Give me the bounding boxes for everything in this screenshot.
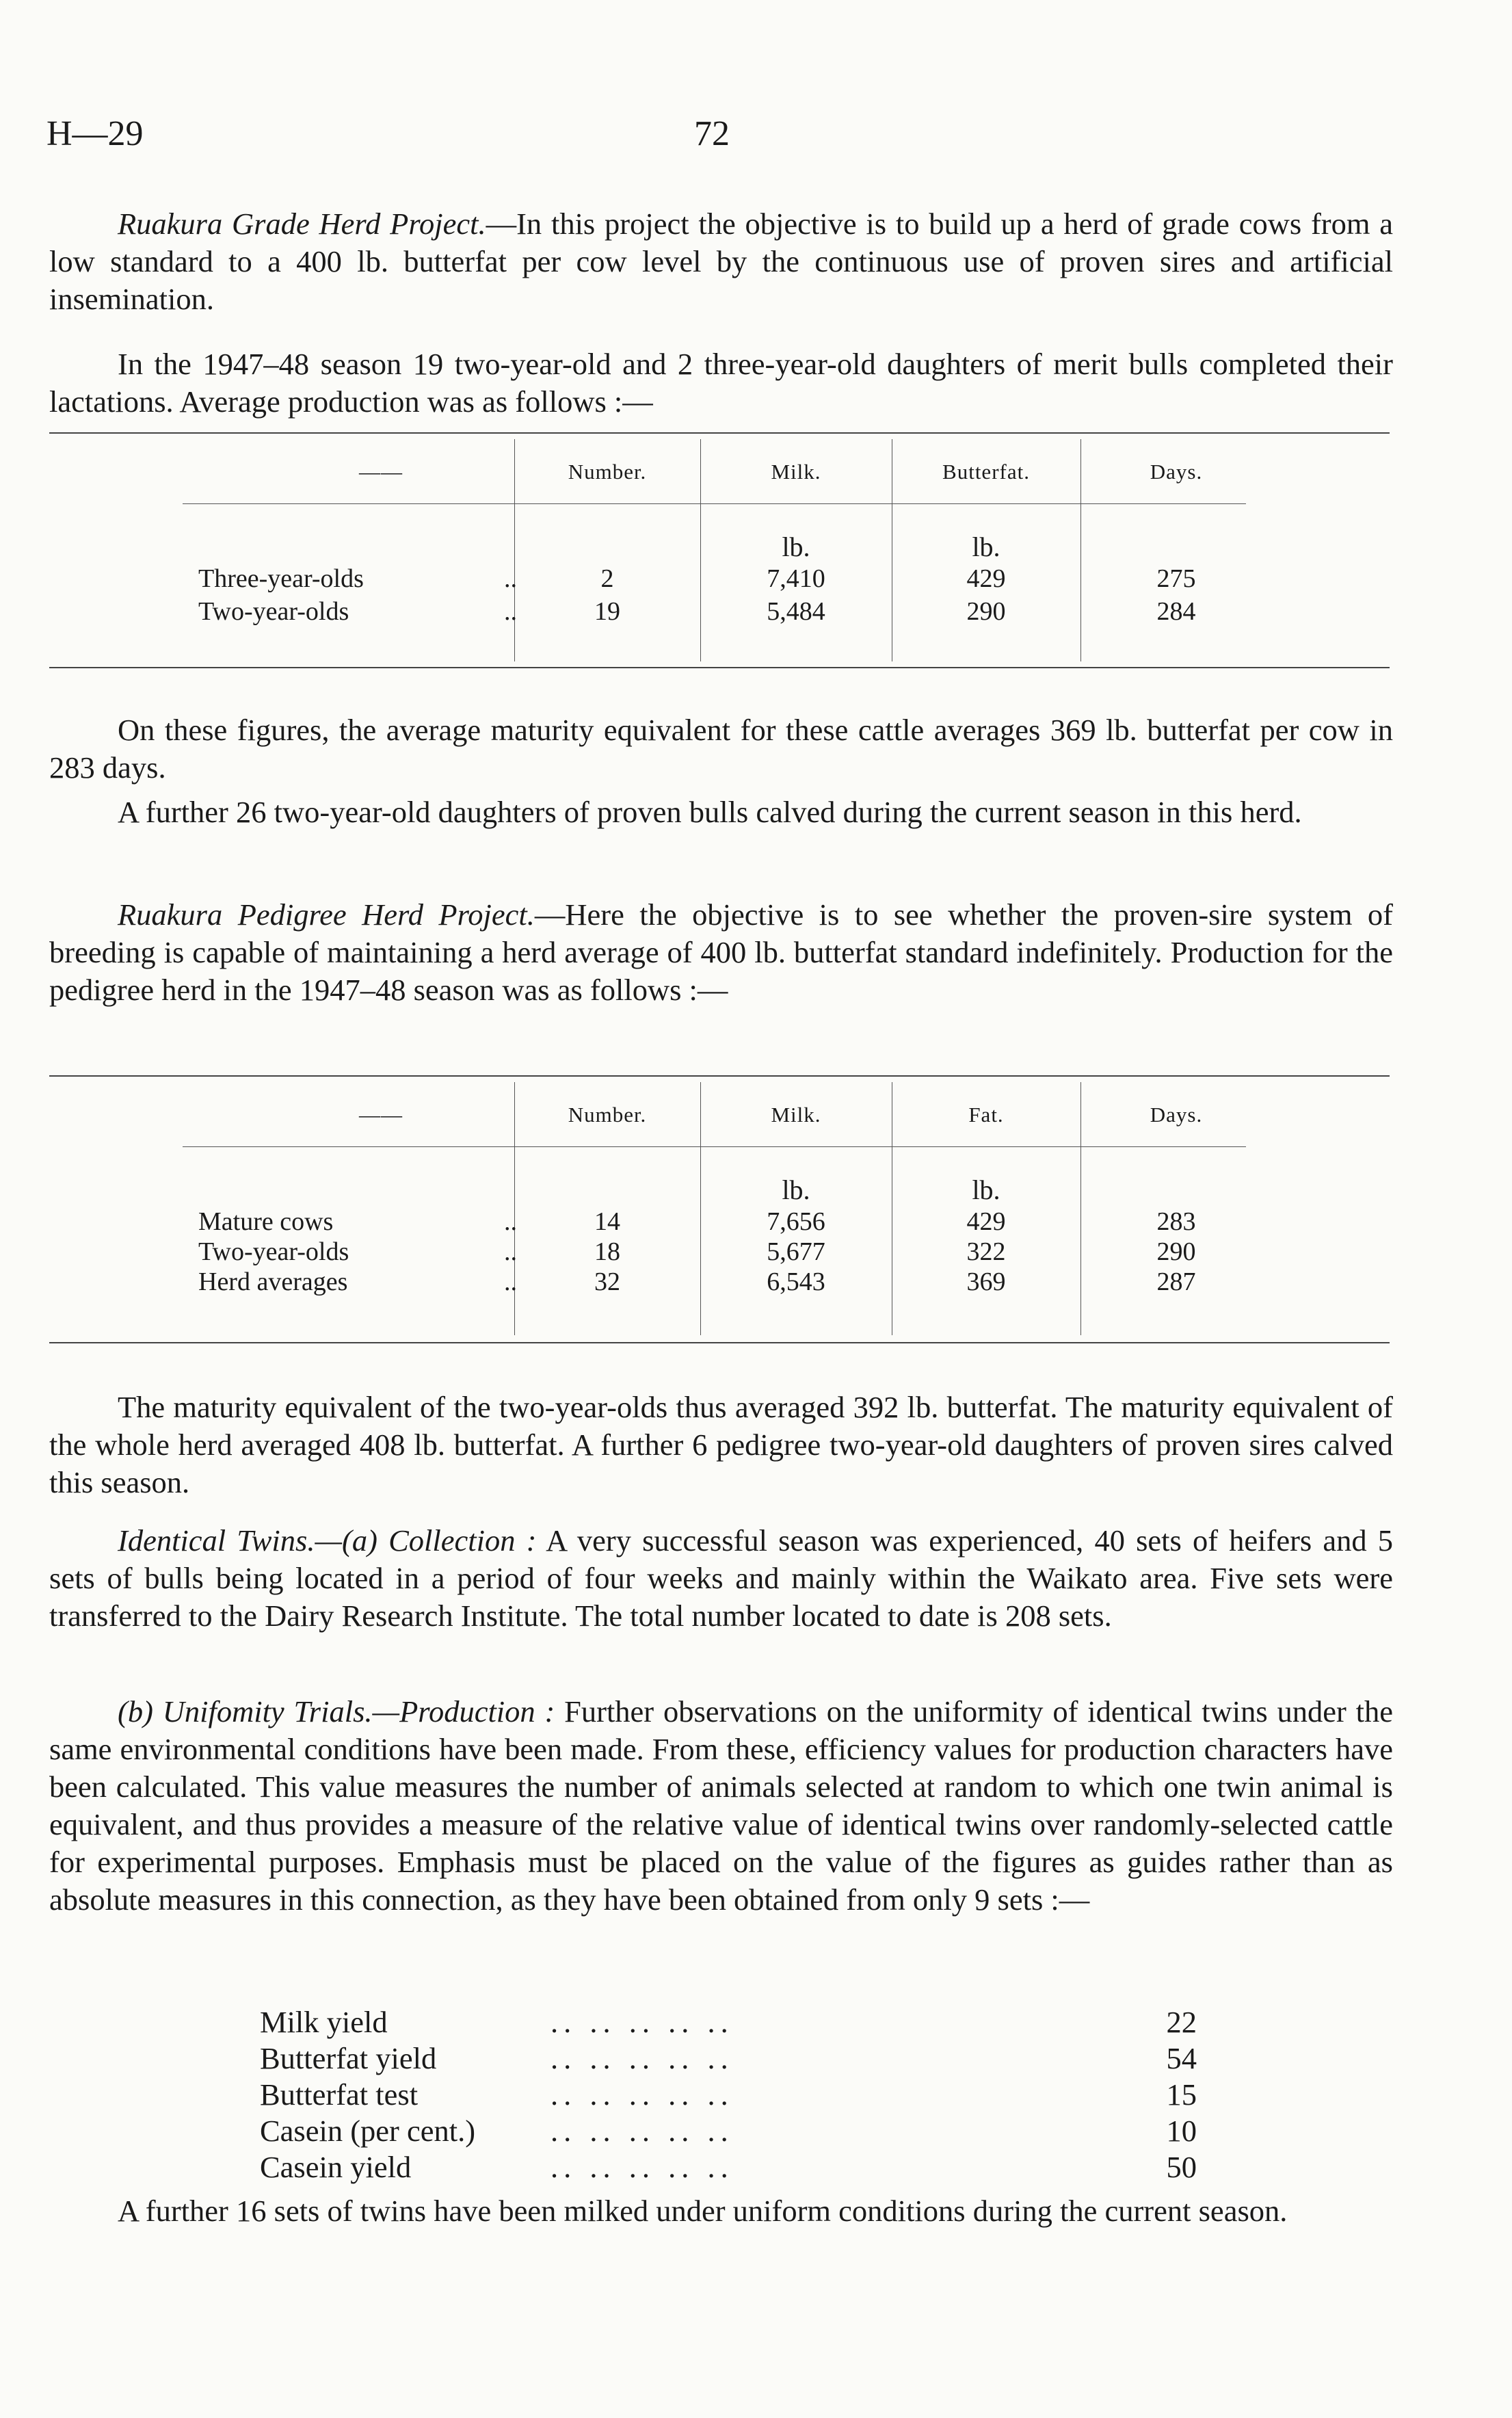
row-number: 18	[594, 1237, 620, 1266]
row-fat: 429	[966, 1207, 1006, 1236]
table1-bottom-rule	[49, 667, 1390, 668]
grade-herd-maturity-paragraph	[49, 711, 1393, 787]
document-code: H—29	[47, 114, 144, 153]
twins-title: Identical Twins.	[118, 1523, 315, 1558]
table2-header-rule	[183, 1146, 1246, 1147]
table1-header-milk: Milk.	[771, 460, 821, 484]
grade-herd-further-text: A further 26 two-year-old daughters of proven bulls calved during the current season in this herd.	[118, 795, 1302, 829]
efficiency-leader: .. .. .. .. ..	[551, 2005, 734, 2039]
grade-herd-paragraph	[49, 205, 1393, 318]
page-number: 72	[694, 114, 730, 153]
row-leader: ..	[504, 597, 517, 626]
pedigree-maturity-paragraph	[49, 1389, 1393, 1501]
efficiency-list	[260, 2004, 1197, 2185]
row-days: 283	[1156, 1207, 1196, 1236]
row-number: 32	[594, 1267, 620, 1296]
efficiency-value: 54	[1166, 2041, 1197, 2075]
table1-header-number: Number.	[568, 460, 647, 484]
table2-header-days: Days.	[1150, 1103, 1203, 1127]
efficiency-value: 15	[1166, 2077, 1197, 2112]
table2-header-blank: ——	[359, 1103, 403, 1127]
twins-final-text: A further 16 sets of twins have been milked under uniform conditions during the current season.	[118, 2194, 1288, 2228]
row-days: 287	[1156, 1267, 1196, 1296]
list-item	[260, 2040, 1197, 2077]
row-milk: 6,543	[767, 1267, 825, 1296]
efficiency-label: Butterfat test	[260, 2077, 419, 2112]
list-item	[260, 2077, 1197, 2113]
row-butterfat: 290	[966, 597, 1006, 626]
grade-herd-title: Ruakura Grade Herd Project.	[118, 207, 486, 241]
table2-bottom-rule	[49, 1342, 1390, 1343]
efficiency-leader: .. .. .. .. ..	[551, 2150, 734, 2184]
pedigree-herd-intro: —Here the objective is to see whether the proven-sire system of breeding is capable of maintaining a herd average of 400 lb. butterfat standard indefinitely. Production for the pedigree herd in the 1947–48 season was as follows :—	[49, 897, 1393, 1007]
table2-unit-milk: lb.	[782, 1174, 810, 1205]
grade-herd-maturity-text: On these figures, the average maturity equivalent for these cattle averages 369 lb. butterfat per cow in 283 days.	[49, 713, 1393, 785]
table2-header-fat: Fat.	[968, 1103, 1004, 1127]
efficiency-label: Casein yield	[260, 2150, 412, 2184]
row-milk: 7,656	[767, 1207, 825, 1236]
table2-header-number: Number.	[568, 1103, 647, 1127]
grade-herd-season-paragraph	[49, 345, 1393, 421]
row-days: 290	[1156, 1237, 1196, 1266]
table1-header-days: Days.	[1150, 460, 1203, 484]
pedigree-herd-table	[49, 1075, 1390, 1343]
grade-herd-table	[49, 432, 1390, 670]
pedigree-maturity-text: The maturity equivalent of the two-year-olds thus averaged 392 lb. butterfat. The maturity equivalent of the whole herd averaged 408 lb. butterfat. A further 6 pedigree two-year-old daughters of proven sires calved this season.	[49, 1390, 1393, 1499]
row-label: Herd averages	[198, 1267, 348, 1296]
collection-text: A very successful season was experienced, 40 sets of heifers and 5 sets of bulls being located in a period of four weeks and mainly within the Waikato area. Five sets were transferred to the Dairy Research Institute. The total number located to date is 208 sets.	[49, 1523, 1393, 1633]
table2-header-milk: Milk.	[771, 1103, 821, 1127]
row-leader: ..	[504, 1237, 517, 1266]
table1-header-butterfat: Butterfat.	[942, 460, 1030, 484]
grade-herd-season-text: In the 1947–48 season 19 two-year-old and 2 three-year-old daughters of merit bulls completed their lactations. Average production was as follows :—	[49, 347, 1393, 419]
row-milk: 5,484	[767, 597, 825, 626]
row-fat: 369	[966, 1267, 1006, 1296]
pedigree-herd-paragraph	[49, 896, 1393, 1009]
row-milk: 7,410	[767, 564, 825, 593]
efficiency-label: Butterfat yield	[260, 2041, 437, 2075]
grade-herd-further-paragraph	[49, 793, 1393, 831]
twins-collection-paragraph	[49, 1522, 1393, 1635]
grade-herd-intro: —In this project the objective is to build up a herd of grade cows from a low standard to a 400 lb. butterfat per cow level by the continuous use of proven sires and artificial insemination.	[49, 207, 1394, 316]
table1-header-blank: ——	[359, 460, 403, 484]
efficiency-leader: .. .. .. .. ..	[551, 2077, 734, 2112]
row-number: 2	[600, 564, 614, 593]
table2-unit-fat: lb.	[972, 1174, 1000, 1205]
row-leader: ..	[504, 1267, 517, 1296]
list-item	[260, 2113, 1197, 2149]
row-label: Three-year-olds	[198, 564, 364, 593]
pedigree-herd-title: Ruakura Pedigree Herd Project.	[118, 897, 535, 932]
row-butterfat: 429	[966, 564, 1006, 593]
row-days: 284	[1156, 597, 1196, 626]
uniformity-label: (b) Unifomity Trials.—Production :	[118, 1694, 555, 1729]
row-number: 14	[594, 1207, 620, 1236]
list-item	[260, 2004, 1197, 2040]
row-milk: 5,677	[767, 1237, 825, 1266]
table1-header-rule	[183, 503, 1246, 504]
row-number: 19	[594, 597, 620, 626]
row-label: Two-year-olds	[198, 1237, 349, 1266]
collection-label: —(a) Collection :	[315, 1523, 537, 1558]
row-label: Two-year-olds	[198, 597, 349, 626]
row-leader: ..	[504, 564, 517, 593]
row-fat: 322	[966, 1237, 1006, 1266]
efficiency-label: Casein (per cent.)	[260, 2114, 476, 2148]
table1-unit-milk: lb.	[782, 531, 810, 562]
uniformity-text: Further observations on the uniformity of identical twins under the same environmental conditions have been made. From these, efficiency values for production characters have been calculated. This value measures the number of animals selected at random to which one twin animal is equivalent, and thus provides a measure of the relative value of identical twins over randomly-selected cattle for experimental purposes. Emphasis must be placed on the value of the figures as guides rather than as absolute measures in this connection, as they have been obtained from only 9 sets :—	[49, 1694, 1393, 1917]
row-label: Mature cows	[198, 1207, 334, 1236]
efficiency-value: 22	[1166, 2005, 1197, 2039]
efficiency-label: Milk yield	[260, 2005, 388, 2039]
row-leader: ..	[504, 1207, 517, 1236]
table1-unit-butterfat: lb.	[972, 531, 1000, 562]
list-item	[260, 2149, 1197, 2185]
efficiency-leader: .. .. .. .. ..	[551, 2114, 734, 2148]
row-days: 275	[1156, 564, 1196, 593]
twins-uniformity-paragraph	[49, 1693, 1393, 1919]
efficiency-leader: .. .. .. .. ..	[551, 2041, 734, 2075]
twins-final-paragraph	[49, 2192, 1393, 2230]
efficiency-value: 10	[1166, 2114, 1197, 2148]
efficiency-value: 50	[1166, 2150, 1197, 2184]
